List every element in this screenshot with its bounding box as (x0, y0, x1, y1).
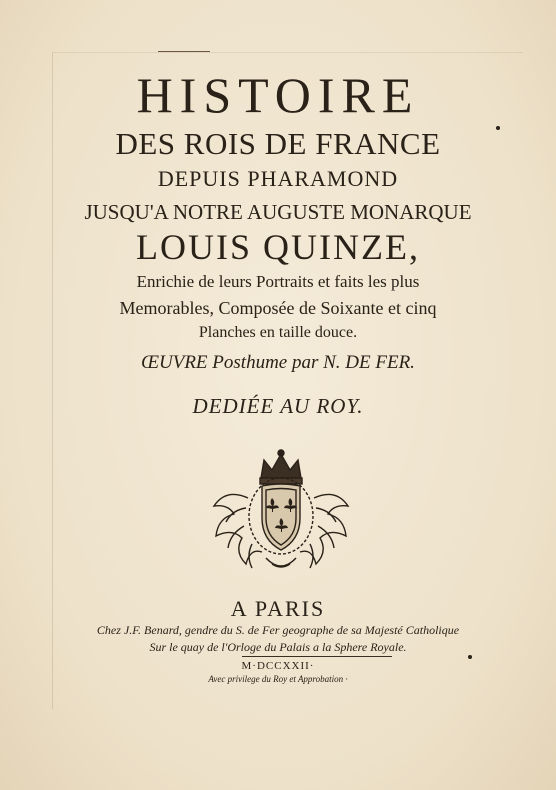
imprint-city: A PARIS (230, 596, 326, 621)
imprint-publisher: Chez J.F. Benard, gendre du S. de Fer geographe de sa Majesté Catholique (96, 623, 460, 637)
ink-dot (468, 655, 472, 659)
title-des-rois: DES ROIS DE FRANCE (115, 126, 441, 161)
royal-crest-icon (206, 448, 356, 574)
subtitle-line-1: Enrichie de leurs Portraits et faits les plus (136, 272, 420, 291)
title-depuis: DEPUIS PHARAMOND (157, 166, 399, 191)
top-rule (158, 51, 210, 52)
title-jusqua: JUSQU'A NOTRE AUGUSTE MONARQUE (84, 200, 472, 224)
subtitle-line-2: Memorables, Composée de Soixante et cinq (119, 298, 437, 318)
author-line: ŒUVRE Posthume par N. DE FER. (141, 352, 415, 373)
imprint-privilege: Avec privilege du Roy et Approbation · (208, 674, 348, 684)
imprint-year: M·DCCXXII· (241, 660, 315, 672)
imprint-underline (242, 656, 392, 657)
ink-dot (496, 126, 500, 130)
imprint-address: Sur le quay de l'Orloge du Palais a la Sphere Royale. (149, 640, 407, 654)
title-louis-quinze: LOUIS QUINZE, (136, 227, 420, 267)
dedication-line: DEDIÉE AU ROY. (192, 394, 364, 418)
title-histoire: HISTOIRE (136, 67, 420, 123)
subtitle-line-3: Planches en taille douce. (198, 324, 358, 341)
